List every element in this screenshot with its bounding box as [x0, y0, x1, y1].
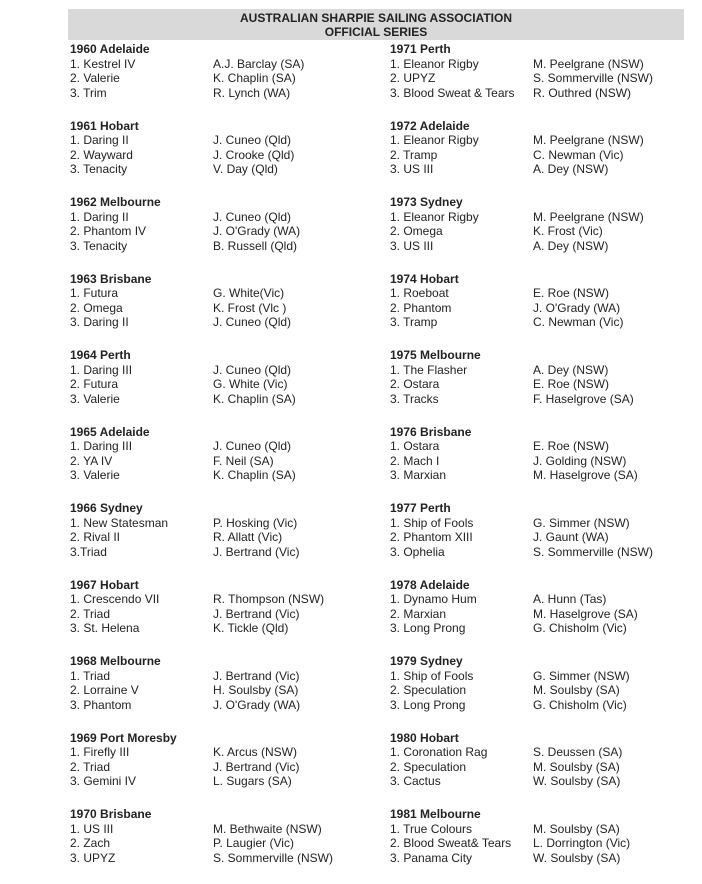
boat-name: 2. Mach I	[390, 453, 440, 468]
boat-name: 2. Triad	[70, 759, 111, 774]
series-block	[390, 348, 690, 406]
placing-row	[70, 301, 370, 316]
boat-name: 3. UPYZ	[70, 850, 116, 865]
boat-name: 1. Firefly III	[70, 745, 130, 759]
placing-row	[390, 71, 690, 86]
series-title: 1979 Sydney	[390, 654, 463, 668]
placing-row	[390, 133, 690, 148]
placing-row	[390, 745, 690, 760]
placing-row	[70, 621, 370, 636]
placing-row	[70, 836, 370, 851]
skipper-name: J. Gaunt (WA)	[533, 530, 609, 544]
series-title: 1963 Brisbane	[70, 271, 152, 286]
skipper-name: K. Tickle (Qld)	[213, 621, 289, 635]
boat-name: 1. Ship of Fools	[390, 668, 474, 683]
skipper-name: J. O'Grady (WA)	[213, 697, 301, 712]
series-block	[390, 654, 690, 712]
skipper-name: S. Deussen (SA)	[533, 745, 623, 759]
series-title: 1970 Brisbane	[70, 807, 152, 821]
skipper-name: J. Cuneo (Qld)	[213, 362, 292, 377]
skipper-name: M. Peelgrane (NSW)	[533, 133, 644, 147]
series-title: 1965 Adelaide	[70, 424, 150, 439]
boat-name: 3. Valerie	[70, 391, 120, 406]
placing-row	[390, 439, 690, 454]
skipper-name: H. Soulsby (SA)	[213, 683, 299, 697]
boat-name: 1. New Statesman	[70, 515, 169, 530]
placing-row	[390, 468, 690, 483]
boat-name: 1. US III	[70, 821, 114, 836]
series-block	[70, 807, 370, 865]
skipper-name: K. Chaplin (SA)	[213, 468, 296, 482]
series-title: 1969 Port Moresby	[70, 730, 177, 745]
boat-name: 2. Phantom IV	[70, 224, 147, 238]
placing-row	[70, 286, 370, 301]
placing-row	[390, 545, 690, 560]
skipper-name: L. Sugars (SA)	[213, 774, 292, 788]
left-column	[70, 42, 370, 884]
boat-name: 1. Eleanor Rigby	[390, 133, 479, 147]
skipper-name: G. Simmer (NSW)	[533, 668, 630, 683]
skipper-name: K. Chaplin (SA)	[213, 391, 296, 406]
boat-name: 3. Long Prong	[390, 697, 466, 712]
boat-name: 2. Lorraine V	[70, 683, 139, 697]
series-block	[390, 42, 690, 100]
boat-name: 2. Marxian	[390, 606, 447, 621]
placing-row	[390, 301, 690, 316]
placing-row	[390, 239, 690, 254]
boat-name: 3. Tenacity	[70, 162, 128, 176]
placing-row	[390, 86, 690, 101]
association-title: AUSTRALIAN SHARPIE SAILING ASSOCIATION	[239, 11, 512, 25]
series-title: 1972 Adelaide	[390, 118, 470, 133]
skipper-name: S. Sommerville (NSW)	[213, 850, 334, 865]
boat-name: 1. Ship of Fools	[390, 515, 474, 530]
series-title: 1976 Brisbane	[390, 424, 472, 439]
series-block	[390, 425, 690, 483]
boat-name: 1. Daring II	[70, 209, 129, 224]
series-title: 1961 Hobart	[70, 118, 139, 133]
placing-row	[70, 377, 370, 392]
right-column	[390, 42, 690, 884]
boat-name: 1. Coronation Rag	[390, 745, 488, 759]
placing-row	[390, 454, 690, 469]
skipper-name: J. Golding (NSW)	[533, 453, 627, 468]
series-block	[70, 348, 370, 406]
skipper-name: K. Arcus (NSW)	[213, 745, 298, 759]
series-block	[70, 731, 370, 789]
skipper-name: G. Chisholm (Vic)	[533, 697, 627, 712]
skipper-name: A. Hunn (Tas)	[533, 592, 607, 606]
series-title: 1964 Perth	[70, 348, 131, 362]
skipper-name: E. Roe (NSW)	[533, 286, 610, 300]
placing-row	[70, 592, 370, 607]
placing-row	[70, 363, 370, 378]
placing-row	[390, 315, 690, 330]
skipper-name: L. Dorrington (Vic)	[533, 836, 631, 850]
placing-row	[390, 363, 690, 378]
placing-row	[70, 468, 370, 483]
skipper-name: J. Bertrand (Vic)	[213, 606, 300, 621]
skipper-name: W. Soulsby (SA)	[533, 774, 621, 788]
series-block	[70, 425, 370, 483]
boat-name: 1. Daring II	[70, 133, 129, 147]
boat-name: 1. Roeboat	[390, 286, 449, 300]
skipper-name: M. Haselgrove (SA)	[533, 468, 638, 482]
boat-name: 2. YA IV	[70, 453, 113, 468]
placing-row	[390, 621, 690, 636]
placing-row	[390, 851, 690, 866]
placing-row	[390, 836, 690, 851]
placing-row	[70, 210, 370, 225]
placing-row	[390, 683, 690, 698]
skipper-name: J. Crooke (Qld)	[213, 147, 295, 162]
boat-name: 2. Valerie	[70, 71, 120, 85]
boat-name: 3. Valerie	[70, 468, 120, 482]
boat-name: 3. Long Prong	[390, 621, 466, 635]
boat-name: 3. Tenacity	[70, 238, 128, 253]
placing-row	[70, 698, 370, 713]
boat-name: 2. Wayward	[70, 147, 133, 162]
skipper-name: R. Thompson (NSW)	[213, 592, 325, 606]
placing-row	[70, 148, 370, 163]
series-block	[390, 578, 690, 636]
series-block	[70, 654, 370, 712]
skipper-name: J. Cuneo (Qld)	[213, 133, 292, 147]
boat-name: 3. Gemini IV	[70, 774, 137, 788]
skipper-name: A. Dey (NSW)	[533, 362, 609, 377]
series-block	[390, 731, 690, 789]
placing-row	[390, 224, 690, 239]
boat-name: 2. Omega	[70, 300, 123, 315]
series-subtitle: OFFICIAL SERIES	[324, 25, 428, 39]
series-title: 1960 Adelaide	[70, 42, 150, 56]
boat-name: 3. Trim	[70, 85, 107, 100]
skipper-name: J. Cuneo (Qld)	[213, 315, 292, 329]
skipper-name: M. Haselgrove (SA)	[533, 606, 638, 621]
skipper-name: G. Chisholm (Vic)	[533, 621, 627, 635]
placing-row	[390, 822, 690, 837]
placing-row	[390, 377, 690, 392]
series-title: 1977 Perth	[390, 501, 451, 515]
series-block	[70, 119, 370, 177]
placing-row	[70, 57, 370, 72]
placing-row	[70, 774, 370, 789]
skipper-name: M. Soulsby (SA)	[533, 683, 620, 697]
series-title: 1978 Adelaide	[390, 577, 470, 592]
skipper-name: M. Peelgrane (NSW)	[533, 56, 644, 71]
series-title: 1981 Melbourne	[390, 807, 481, 821]
series-title: 1962 Melbourne	[70, 195, 161, 209]
placing-row	[70, 454, 370, 469]
series-title: 1966 Sydney	[70, 501, 143, 515]
skipper-name: J. Bertrand (Vic)	[213, 759, 300, 774]
skipper-name: K. Chaplin (SA)	[213, 71, 296, 85]
placing-row	[70, 822, 370, 837]
skipper-name: K. Frost (Vic)	[533, 224, 603, 238]
skipper-name: E. Roe (NSW)	[533, 439, 610, 453]
series-title: 1967 Hobart	[70, 577, 139, 592]
skipper-name: C. Newman (Vic)	[533, 315, 624, 329]
boat-name: 1. Crescendo VII	[70, 592, 160, 606]
boat-name: 1. Daring III	[70, 362, 133, 377]
skipper-name: F. Haselgrove (SA)	[533, 391, 634, 406]
boat-name: 3. Blood Sweat & Tears	[390, 85, 515, 100]
placing-row	[390, 592, 690, 607]
boat-name: 1. Triad	[70, 668, 111, 683]
placing-row	[390, 530, 690, 545]
series-block	[70, 195, 370, 253]
skipper-name: F. Neil (SA)	[213, 453, 274, 468]
boat-name: 1. Dynamo Hum	[390, 592, 477, 606]
skipper-name: J. O'Grady (WA)	[213, 224, 301, 238]
placing-row	[70, 516, 370, 531]
boat-name: 2. Blood Sweat& Tears	[390, 836, 512, 850]
placing-row	[390, 516, 690, 531]
placing-row	[390, 162, 690, 177]
skipper-name: G. White (Vic)	[213, 377, 288, 391]
skipper-name: K. Frost (Vlc )	[213, 300, 287, 315]
skipper-name: A. Dey (NSW)	[533, 162, 609, 176]
boat-name: 2. Omega	[390, 224, 443, 238]
series-block	[70, 578, 370, 636]
skipper-name: J. Bertrand (Vic)	[213, 544, 300, 559]
boat-name: 3. Phantom	[70, 697, 132, 712]
boat-name: 3. US III	[390, 238, 434, 253]
series-title: 1968 Melbourne	[70, 654, 161, 668]
series-block	[70, 501, 370, 559]
series-block	[390, 807, 690, 865]
placing-row	[70, 669, 370, 684]
series-block	[390, 119, 690, 177]
boat-name: 2. Rival II	[70, 530, 121, 544]
boat-name: 3. US III	[390, 162, 434, 176]
boat-name: 1. Daring III	[70, 439, 133, 453]
skipper-name: R. Lynch (WA)	[213, 85, 291, 100]
placing-row	[390, 669, 690, 684]
placing-row	[70, 607, 370, 622]
series-title: 1980 Hobart	[390, 730, 459, 745]
skipper-name: J. Cuneo (Qld)	[213, 439, 292, 453]
skipper-name: A. Dey (NSW)	[533, 238, 609, 253]
series-title: 1975 Melbourne	[390, 348, 481, 362]
skipper-name: C. Newman (Vic)	[533, 147, 624, 162]
boat-name: 2. Phantom	[390, 300, 452, 315]
placing-row	[390, 760, 690, 775]
boat-name: 2. Futura	[70, 377, 119, 391]
placing-row	[70, 86, 370, 101]
placing-row	[70, 439, 370, 454]
document-header	[68, 9, 684, 40]
placing-row	[70, 851, 370, 866]
placing-row	[390, 774, 690, 789]
skipper-name: G. White(Vic)	[213, 286, 285, 300]
boat-name: 1. Kestrel IV	[70, 56, 136, 71]
skipper-name: M. Peelgrane (NSW)	[533, 209, 644, 224]
boat-name: 2. Triad	[70, 606, 111, 621]
boat-name: 1. Eleanor Rigby	[390, 56, 479, 71]
placing-row	[70, 162, 370, 177]
series-block-highlighted	[70, 272, 370, 330]
boat-name: 1. Ostara	[390, 439, 440, 453]
series-block-highlighted	[390, 195, 690, 253]
skipper-name: P. Hosking (Vic)	[213, 515, 298, 530]
series-title: 1974 Hobart	[390, 271, 459, 286]
boat-name: 2. Phantom XIII	[390, 530, 473, 544]
skipper-name: R. Outhred (NSW)	[533, 85, 632, 100]
boat-name: 3. Ophelia	[390, 544, 445, 559]
skipper-name: G. Simmer (NSW)	[533, 515, 630, 530]
placing-row	[70, 315, 370, 330]
placing-row	[390, 286, 690, 301]
skipper-name: A.J. Barclay (SA)	[213, 56, 305, 71]
boat-name: 2. Tramp	[390, 147, 438, 162]
skipper-name: J. Cuneo (Qld)	[213, 209, 292, 224]
boat-name: 3. Panama City	[390, 850, 473, 865]
skipper-name: M. Soulsby (SA)	[533, 759, 620, 774]
series-title: 1973 Sydney	[390, 195, 463, 209]
skipper-name: M. Bethwaite (NSW)	[213, 821, 322, 836]
boat-name: 3.Triad	[70, 544, 107, 559]
placing-row	[70, 683, 370, 698]
boat-name: 1. Futura	[70, 286, 119, 300]
skipper-name: J. O'Grady (WA)	[533, 300, 621, 315]
boat-name: 1. The Flasher	[390, 362, 468, 377]
placing-row	[390, 698, 690, 713]
placing-row	[70, 760, 370, 775]
placing-row	[390, 607, 690, 622]
boat-name: 3. Tramp	[390, 315, 438, 329]
skipper-name: W. Soulsby (SA)	[533, 850, 621, 865]
placing-row	[70, 239, 370, 254]
placing-row	[390, 210, 690, 225]
boat-name: 3. Daring II	[70, 315, 129, 329]
boat-name: 1. True Colours	[390, 821, 473, 836]
placing-row	[70, 545, 370, 560]
skipper-name: V. Day (Qld)	[213, 162, 278, 176]
boat-name: 2. Zach	[70, 836, 111, 850]
skipper-name: S. Sommerville (NSW)	[533, 71, 654, 85]
skipper-name: R. Allatt (Vic)	[213, 530, 283, 544]
boat-name: 2. Speculation	[390, 683, 467, 697]
placing-row	[390, 57, 690, 72]
boat-name: 3. Tracks	[390, 391, 439, 406]
skipper-name: B. Russell (Qld)	[213, 238, 298, 253]
skipper-name: P. Laugier (Vic)	[213, 836, 294, 850]
boat-name: 2. Speculation	[390, 759, 467, 774]
placing-row	[70, 224, 370, 239]
placing-row	[70, 530, 370, 545]
placing-row	[390, 392, 690, 407]
boat-name: 2. UPYZ	[390, 71, 436, 85]
placing-row	[70, 392, 370, 407]
boat-name: 3. St. Helena	[70, 621, 140, 635]
placing-row	[70, 133, 370, 148]
placing-row	[390, 148, 690, 163]
skipper-name: M. Soulsby (SA)	[533, 821, 620, 836]
series-block	[70, 42, 370, 100]
series-block	[390, 272, 690, 330]
placing-row	[70, 71, 370, 86]
skipper-name: E. Roe (NSW)	[533, 377, 610, 391]
boat-name: 2. Ostara	[390, 377, 440, 391]
series-title: 1971 Perth	[390, 42, 451, 56]
boat-name: 1. Eleanor Rigby	[390, 209, 479, 224]
skipper-name: J. Bertrand (Vic)	[213, 668, 300, 683]
skipper-name: S. Sommerville (NSW)	[533, 544, 654, 559]
series-block	[390, 501, 690, 559]
placing-row	[70, 745, 370, 760]
boat-name: 3. Marxian	[390, 468, 447, 482]
boat-name: 3. Cactus	[390, 774, 441, 788]
